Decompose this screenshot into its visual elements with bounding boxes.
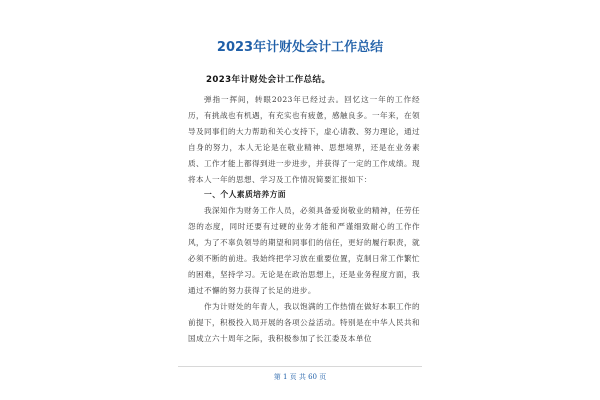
document-heading: 2023年计财处会计工作总结。 [206,75,331,85]
page-title: 2023年计财处会计工作总结 [216,40,384,55]
page-indicator: 第 1 页 共 60 页 [273,373,327,381]
section-heading: 一、个人素质培养方面 [204,190,286,200]
footer-divider [178,366,422,367]
intro-paragraph: 弹指一挥间，转眼2023年已经过去。回忆这一年的工作经历，有挑战也有机遇，有充实也有疲惫，感触良多。一年来，在领导及同事们的大力帮助和关心支持下，虚心请教、努力理论，通过自身的努力，本人无论是在敬业精神、思想境界，还是在业务素质、工作才能上都得到进一步进步，并获得了一定的工作成绩。现将本人一年的思想、学习及工作情况简要汇报如下： [188,95,420,184]
section-paragraph: 作为计财处的年青人，我以饱满的工作热情在做好本职工作的前提下，积极投入局开展的各项公益活动。特别是在中华人民共和国成立六十周年之际，我积极参加了长江委及本单位 [188,301,420,343]
section-paragraph: 我深知作为财务工作人员，必须具备爱岗敬业的精神，任劳任怨的态度，同时还要有过硬的业务才能和严谨细致耐心的工作作风，为了不辜负领导的期望和同事们的信任，更好的履行职责，就必须不断的前进。我始终把学习放在重要位置，克制日常工作繁忙的困难，坚持学习。无论是在政治思想上，还是业务程度方面，我通过不懈的努力获得了长足的进步。 [188,206,420,295]
document-body [188,72,420,347]
